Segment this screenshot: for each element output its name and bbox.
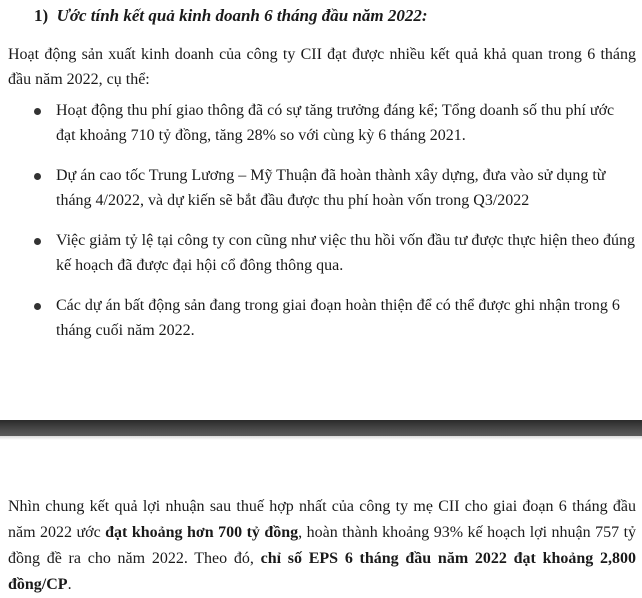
section-number: 1) bbox=[34, 6, 49, 25]
bullet-dot-icon bbox=[34, 303, 41, 310]
intro-paragraph: Hoạt động sản xuất kinh doanh của công ty CII đạt được nhiều kết quả khả quan trong 6 tháng đầu năm 2022, cụ thể: bbox=[8, 46, 636, 88]
bullet-text: Việc giảm tỷ lệ tại công ty con cũng như việc thu hồi vốn đầu tư được thực hiện theo đúng kế hoạch đã được đại hội cổ đông thông qua. bbox=[56, 232, 635, 274]
bullet-dot-icon bbox=[34, 173, 41, 180]
bullet-item bbox=[0, 293, 642, 343]
section-title: Ước tính kết quả kinh doanh 6 tháng đầu năm 2022: bbox=[56, 6, 428, 25]
summary-text-1: Nhìn chung kết quả lợi nhuận sau thuế hợp nhất của công ty mẹ CII cho giai đoạn 6 tháng đầu năm 2022 ước bbox=[8, 498, 636, 541]
bullet-item bbox=[0, 163, 642, 213]
section-heading bbox=[34, 4, 428, 28]
page-divider bbox=[0, 420, 642, 436]
bullet-item bbox=[0, 228, 642, 278]
summary-paragraph bbox=[8, 494, 636, 598]
summary-text-2: , hoàn thành khoảng 93% kế hoạch lợi nhuận 757 tỷ đồng đề ra cho năm 2022. Theo đó, bbox=[8, 524, 637, 567]
bullet-item bbox=[0, 98, 642, 148]
bullet-text: Hoạt động thu phí giao thông đã có sự tăng trưởng đáng kể; Tổng doanh số thu phí ước đạt khoảng 710 tỷ đồng, tăng 28% so với cùng kỳ 6 tháng 2021. bbox=[56, 102, 615, 144]
bullet-text: Các dự án bất động sản đang trong giai đoạn hoàn thiện để có thể được ghi nhận trong 6 tháng cuối năm 2022. bbox=[56, 297, 620, 339]
summary-profit-highlight: đạt khoảng hơn 700 tỷ đồng bbox=[105, 524, 299, 541]
summary-text-3: . bbox=[67, 576, 72, 593]
summary-eps-highlight: chỉ số EPS 6 tháng đầu năm 2022 đạt khoảng 2,800 đồng/CP bbox=[8, 550, 636, 593]
page-divider-shadow bbox=[0, 436, 642, 440]
bullet-text: Dự án cao tốc Trung Lương – Mỹ Thuận đã hoàn thành xây dựng, đưa vào sử dụng từ tháng 4/2022, và dự kiến sẽ bắt đầu được thu phí hoàn vốn trong Q3/2022 bbox=[56, 167, 606, 209]
bullet-dot-icon bbox=[34, 238, 41, 245]
bullet-dot-icon bbox=[34, 108, 41, 115]
bullet-list bbox=[0, 98, 642, 358]
